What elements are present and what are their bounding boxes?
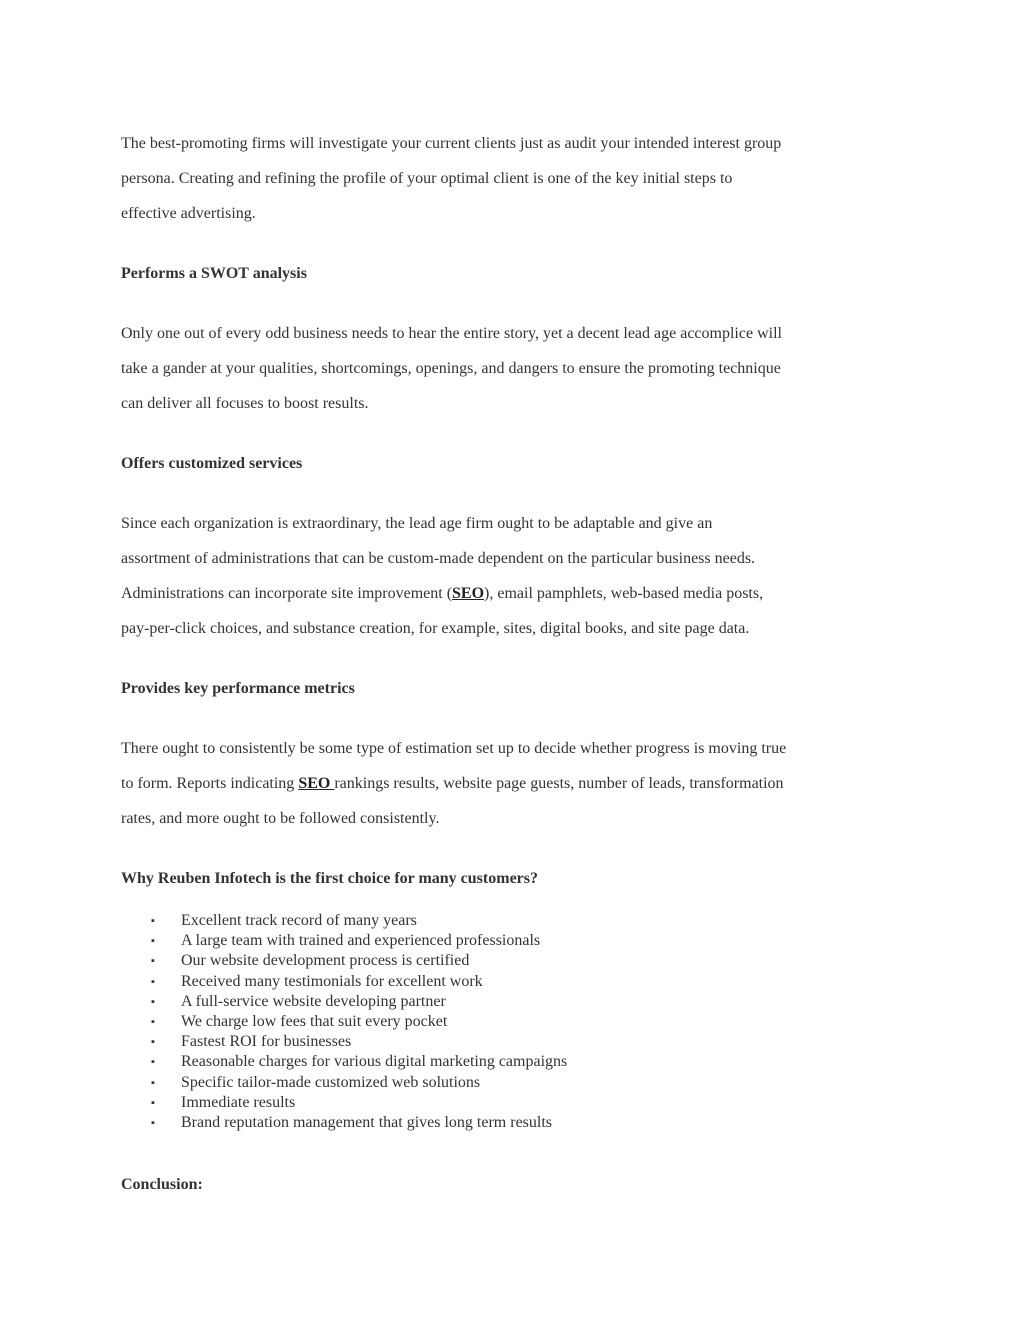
metrics-heading: Provides key performance metrics: [121, 680, 355, 697]
square-bullet-icon: ▪: [151, 915, 155, 927]
list-item: [121, 1032, 911, 1052]
square-bullet-icon: ▪: [151, 1096, 155, 1109]
services-line-1: Since each organization is extraordinary, the lead age firm ought to be adaptable and give an: [121, 515, 713, 532]
square-bullet-icon: ▪: [151, 1117, 155, 1130]
square-bullet-icon: ▪: [151, 935, 155, 948]
intro-line-2: persona. Creating and refining the profile of your optimal client is one of the key initial steps to: [121, 170, 733, 187]
list-item-text: A full-service website developing partner: [181, 992, 446, 1010]
conclusion-heading: Conclusion:: [121, 1176, 203, 1194]
list-item: [121, 972, 911, 992]
square-bullet-icon: ▪: [151, 1036, 155, 1049]
square-bullet-icon: ▪: [151, 1076, 155, 1089]
metrics-line-3: rates, and more ought to be followed consistently.: [121, 810, 440, 827]
metrics-line-2-before: to form. Reports indicating: [121, 775, 299, 792]
services-line-3-before: Administrations can incorporate site improvement (: [121, 585, 453, 602]
services-line-3: [121, 576, 911, 611]
swot-paragraph: [121, 316, 911, 421]
list-item-text: Our website development process is certified: [181, 952, 470, 970]
services-heading: Offers customized services: [121, 455, 303, 472]
metrics-line-2: [121, 766, 911, 801]
swot-heading: Performs a SWOT analysis: [121, 265, 307, 282]
metrics-paragraph: [121, 731, 911, 836]
intro-line-3: effective advertising.: [121, 205, 256, 222]
list-item: [121, 1052, 911, 1072]
list-item-text: Fastest ROI for businesses: [181, 1033, 352, 1051]
list-item-text: Received many testimonials for excellent work: [181, 972, 483, 990]
metrics-line-1: There ought to consistently be some type of estimation set up to decide whether progress is moving true: [121, 740, 787, 757]
list-item: [121, 931, 911, 951]
seo-link-metrics[interactable]: SEO: [298, 775, 335, 792]
square-bullet-icon: ▪: [151, 955, 155, 968]
swot-line-1: Only one out of every odd business needs to hear the entire story, yet a decent lead age accomplice will: [121, 325, 782, 342]
document-page: [121, 126, 911, 1227]
square-bullet-icon: ▪: [151, 1016, 155, 1029]
metrics-line-2-after: rankings results, website page guests, number of leads, transformation: [334, 775, 784, 792]
square-bullet-icon: ▪: [151, 975, 155, 988]
list-item-text: Reasonable charges for various digital marketing campaigns: [181, 1053, 568, 1071]
list-item: [121, 1012, 911, 1032]
list-item-text: A large team with trained and experienced professionals: [181, 932, 541, 950]
why-bullet-list: [121, 911, 911, 1133]
list-item: [121, 911, 911, 931]
services-line-3-after: ), email pamphlets, web-based media posts,: [484, 585, 764, 602]
services-line-4: pay-per-click choices, and substance creation, for example, sites, digital books, and site page data.: [121, 620, 750, 637]
list-item: [121, 992, 911, 1012]
list-item-text: We charge low fees that suit every pocket: [181, 1013, 448, 1031]
square-bullet-icon: ▪: [151, 995, 155, 1008]
seo-link-services[interactable]: SEO: [452, 585, 485, 602]
list-item-text: Excellent track record of many years: [181, 912, 417, 929]
swot-line-3: can deliver all focuses to boost results.: [121, 395, 369, 412]
list-item: [121, 1113, 911, 1133]
list-item: [121, 1093, 911, 1113]
intro-paragraph: [121, 126, 911, 231]
list-item: [121, 1073, 911, 1093]
services-line-2: assortment of administrations that can be custom-made dependent on the particular business needs.: [121, 550, 756, 567]
why-heading: Why Reuben Infotech is the first choice for many customers?: [121, 870, 538, 887]
list-item-text: Immediate results: [181, 1093, 296, 1111]
intro-line-1: The best-promoting firms will investigate your current clients just as audit your intended interest group: [121, 135, 782, 152]
services-paragraph: [121, 506, 911, 646]
list-item-text: Specific tailor-made customized web solutions: [181, 1073, 481, 1091]
square-bullet-icon: ▪: [151, 1056, 155, 1069]
list-item: [121, 951, 911, 971]
swot-line-2: take a gander at your qualities, shortcomings, openings, and dangers to ensure the promoting technique: [121, 360, 781, 377]
list-item-text: Brand reputation management that gives long term results: [181, 1114, 553, 1132]
